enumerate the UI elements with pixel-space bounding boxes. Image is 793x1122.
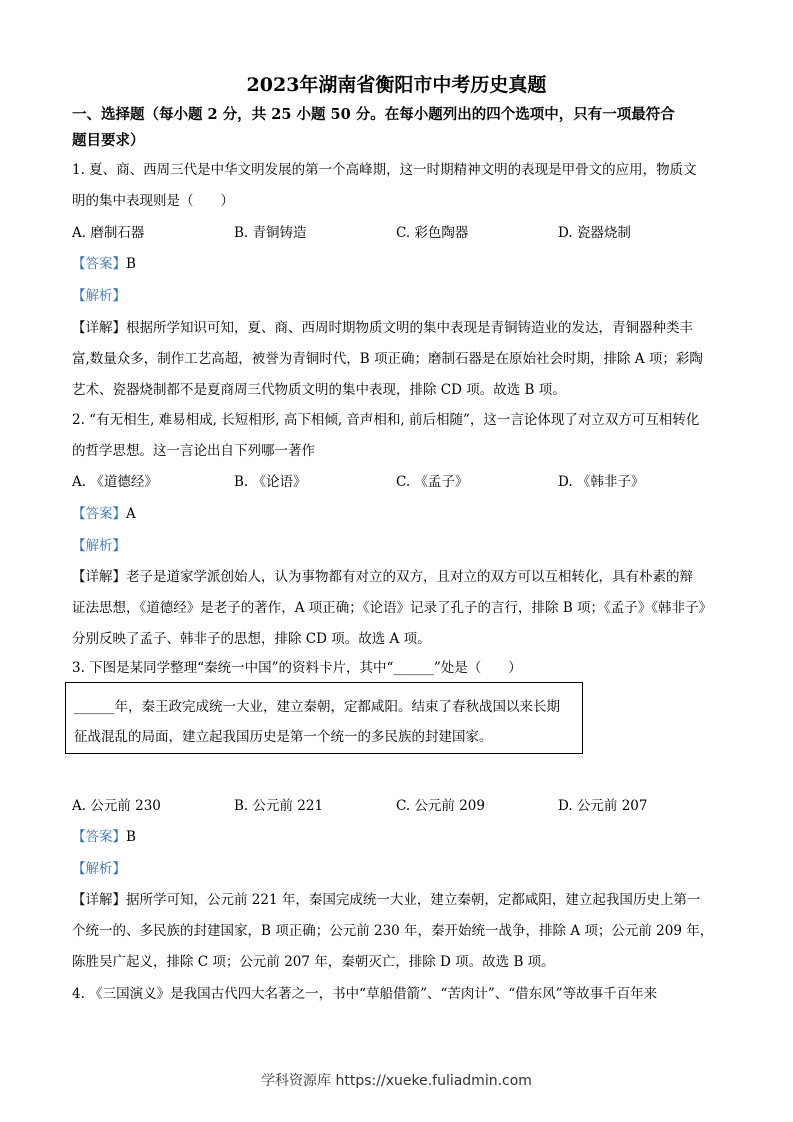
q2-option-b: B. 《论语》 bbox=[234, 474, 307, 490]
detail-label: 【详解】 bbox=[72, 892, 126, 908]
q3-answer bbox=[72, 825, 732, 845]
q2-detail-line3: 分别反映了孟子、韩非子的思想，排除 CD 项。故选 A 项。 bbox=[72, 631, 431, 647]
section-heading bbox=[72, 102, 722, 154]
q2-option-c: C. 《孟子》 bbox=[396, 474, 469, 490]
section-heading-line1: 一、选择题（每小题 2 分，共 25 小题 50 分。在每小题列出的四个选项中，只有一项最符合 bbox=[72, 106, 675, 123]
q3-info-card bbox=[65, 682, 583, 754]
footer-source-link[interactable]: 学科资源库 https://xueke.fuliadmin.com bbox=[261, 1073, 532, 1089]
q3-detail-line2: 个统一的、多民族的封建国家，B 项正确；公元前 230 年，秦开始统一战争，排除 A 项；公元前 209 年， bbox=[72, 923, 714, 939]
q3-option-d: D. 公元前 207 bbox=[558, 798, 648, 814]
q2-answer-value: A bbox=[126, 506, 136, 522]
q3-detail-text1: 据所学可知，公元前 221 年，秦国完成统一大业，建立秦朝，定都咸阳，建立起我国历史上第一 bbox=[126, 892, 701, 908]
q1-detail-text1: 根据所学知识可知，夏、商、西周时期物质文明的集中表现是青铜铸造业的发达，青铜器种类丰 bbox=[126, 320, 693, 336]
q3-card-line2: 征战混乱的局面，建立起我国历史是第一个统一的多民族的封建国家。 bbox=[74, 729, 493, 745]
q3-options bbox=[72, 794, 732, 814]
answer-label: 【答案】 bbox=[72, 256, 126, 272]
analysis-label: 【解析】 bbox=[72, 288, 126, 304]
q2-detail-line2: 证法思想，《道德经》是老子的著作，A 项正确；《论语》记录了孔子的言行，排除 B 项；《孟子》《韩非子》 bbox=[72, 600, 713, 616]
answer-label: 【答案】 bbox=[72, 829, 126, 845]
q1-options bbox=[72, 221, 732, 241]
analysis-label: 【解析】 bbox=[72, 538, 126, 554]
q3-card-line1: ______年，秦王政完成统一大业，建立秦朝，定都咸阳。结束了春秋战国以来长期 bbox=[74, 699, 560, 715]
q1-analysis bbox=[72, 284, 732, 304]
q2-options bbox=[72, 470, 732, 490]
q1-option-b: B. 青铜铸造 bbox=[234, 225, 307, 241]
q3-option-c: C. 公元前 209 bbox=[396, 798, 485, 814]
q2-option-d: D. 《韩非子》 bbox=[558, 474, 645, 490]
detail-label: 【详解】 bbox=[72, 320, 126, 336]
q2-analysis bbox=[72, 534, 732, 554]
detail-label: 【详解】 bbox=[72, 569, 126, 585]
q3-analysis bbox=[72, 857, 732, 877]
q2-detail-line1 bbox=[72, 565, 732, 585]
analysis-label: 【解析】 bbox=[72, 861, 126, 877]
q2-stem-line1: 2. “有无相生, 难易相成, 长短相形, 高下相倾, 音声相和, 前后相随”，这一言论体现了对立双方可互相转化 bbox=[72, 412, 700, 428]
q1-detail-line2: 富,数量众多，制作工艺高超，被誉为青铜时代，B 项正确；磨制石器是在原始社会时期，排除 A 项；彩陶 bbox=[72, 351, 703, 367]
q2-stem-line2: 的哲学思想。这一言论出自下列哪一著作 bbox=[72, 443, 315, 459]
page-title: 2023年湖南省衡阳市中考历史真题 bbox=[246, 74, 547, 96]
q1-stem-line2: 明的集中表现则是（ ） bbox=[72, 193, 234, 209]
q3-detail-line1 bbox=[72, 888, 732, 908]
q1-option-a: A. 磨制石器 bbox=[72, 225, 145, 241]
q3-detail-line3: 陈胜吴广起义，排除 C 项；公元前 207 年，秦朝灭亡，排除 D 项。故选 B 项。 bbox=[72, 954, 555, 970]
q3-stem-line1: 3. 下图是某同学整理“秦统一中国”的资料卡片，其中“______”处是（ ） bbox=[72, 660, 522, 676]
q1-answer bbox=[72, 252, 732, 272]
q1-detail-line1 bbox=[72, 316, 732, 336]
section-heading-line2: 题目要求） bbox=[72, 132, 145, 149]
q3-option-b: B. 公元前 221 bbox=[234, 798, 324, 814]
answer-label: 【答案】 bbox=[72, 506, 126, 522]
q1-detail-line3: 艺术、瓷器烧制都不是夏商周三代物质文明的集中表现，排除 CD 项。故选 B 项。 bbox=[72, 382, 566, 398]
q3-option-a: A. 公元前 230 bbox=[72, 798, 161, 814]
q2-answer bbox=[72, 502, 732, 522]
q1-stem-line1: 1. 夏、商、西周三代是中华文明发展的第一个高峰期，这一时期精神文明的表现是甲骨文的应用，物质文 bbox=[72, 162, 697, 178]
q2-detail-text1: 老子是道家学派创始人，认为事物都有对立的双方，且对立的双方可以互相转化，具有朴素的辩 bbox=[126, 569, 693, 585]
q1-answer-value: B bbox=[126, 256, 136, 272]
q2-option-a: A. 《道德经》 bbox=[72, 474, 158, 490]
q1-option-d: D. 瓷器烧制 bbox=[558, 225, 631, 241]
q4-stem-line1: 4. 《三国演义》是我国古代四大名著之一，书中“草船借箭”、“苦肉计”、“借东风”等故事千百年来 bbox=[72, 986, 658, 1002]
q1-option-c: C. 彩色陶器 bbox=[396, 225, 469, 241]
q3-answer-value: B bbox=[126, 829, 136, 845]
